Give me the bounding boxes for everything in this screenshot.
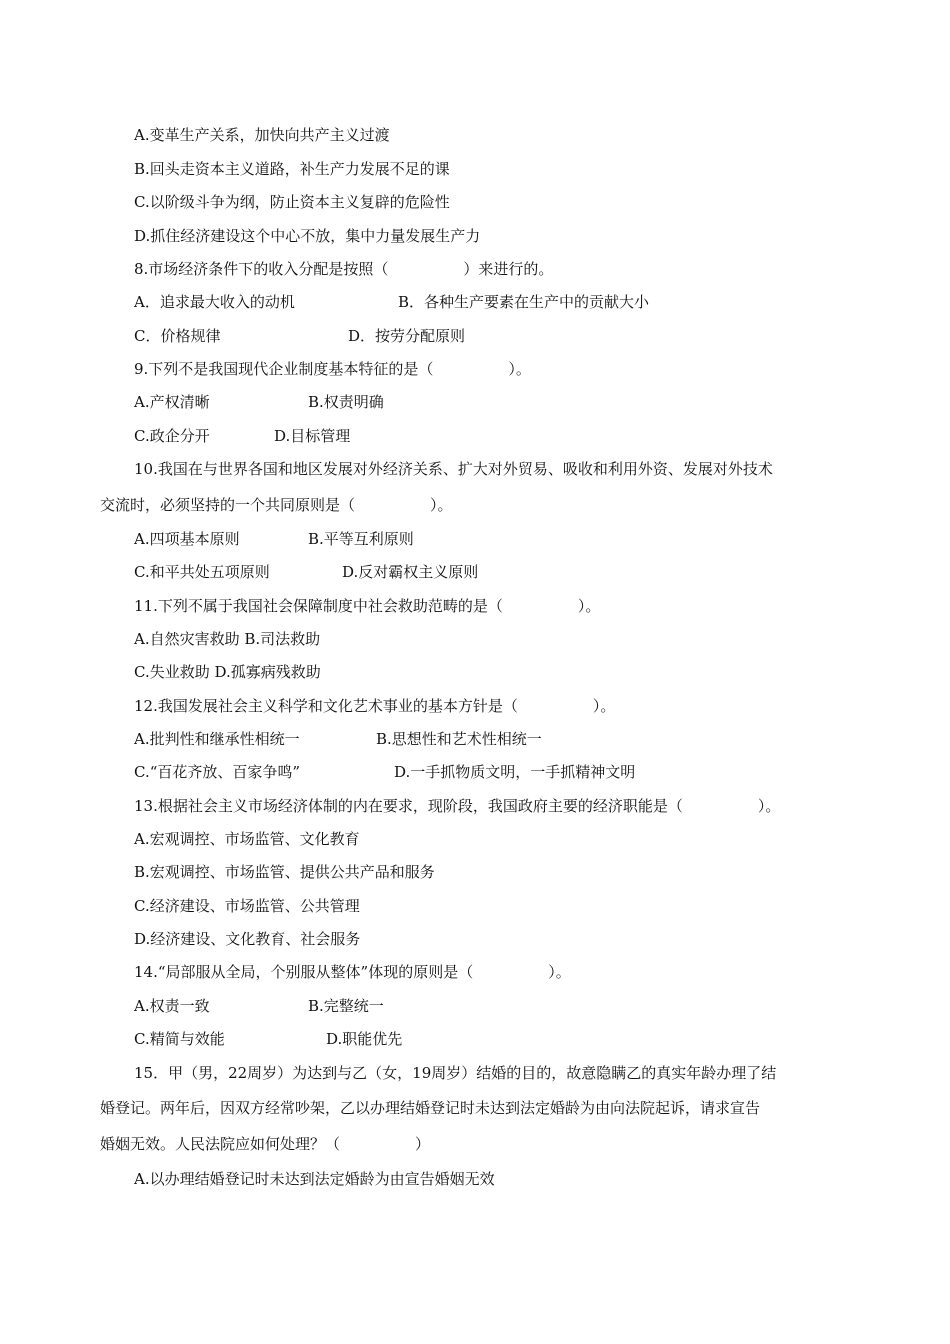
option-line: A.自然灾害救助 B.司法救助 <box>134 630 321 648</box>
option-line: D.经济建设、文化教育、社会服务 <box>134 930 361 948</box>
option-item: C.精简与效能 <box>134 1030 225 1048</box>
question-line: 11.下列不属于我国社会保障制度中社会救助范畴的是（ ）。 <box>134 597 601 615</box>
option-item: A.批判性和继承性相统一 <box>134 730 300 748</box>
option-item: B.权责明确 <box>308 393 384 411</box>
option-item: B．各种生产要素在生产中的贡献大小 <box>398 293 650 311</box>
option-item: C．价格规律 <box>134 327 221 345</box>
question-line: 婚登记。两年后，因双方经常吵架，乙以办理结婚登记时未达到法定婚龄为由向法院起诉，请求宣告 <box>100 1099 761 1117</box>
option-item: B.平等互利原则 <box>308 530 414 548</box>
option-line: A.变革生产关系，加快向共产主义过渡 <box>134 126 390 144</box>
option-line: C.经济建设、市场监管、公共管理 <box>134 897 360 915</box>
option-item: D.目标管理 <box>274 427 351 445</box>
option-item: C.“百花齐放、百家争鸣” <box>134 763 301 781</box>
option-item: C.和平共处五项原则 <box>134 563 270 581</box>
question-line: 9.下列不是我国现代企业制度基本特征的是（ ）。 <box>134 360 531 378</box>
option-item: D．按劳分配原则 <box>348 327 466 345</box>
question-line: 10.我国在与世界各国和地区发展对外经济关系、扩大对外贸易、吸收和利用外资、发展对外技术 <box>134 460 773 478</box>
question-line: 交流时，必须坚持的一个共同原则是（ ）。 <box>100 496 453 514</box>
option-line: B.回头走资本主义道路，补生产力发展不足的课 <box>134 160 450 178</box>
option-item: A.权责一致 <box>134 997 210 1015</box>
option-line: C.失业救助 D.孤寡病残救助 <box>134 663 321 681</box>
question-line: 12.我国发展社会主义科学和文化艺术事业的基本方针是（ ）。 <box>134 697 616 715</box>
option-item: B.思想性和艺术性相统一 <box>376 730 542 748</box>
option-item: D.一手抓物质文明，一手抓精神文明 <box>394 763 636 781</box>
option-item: C.政企分开 <box>134 427 210 445</box>
question-line: 婚姻无效。人民法院应如何处理？（ ） <box>100 1135 431 1153</box>
option-item: A.四项基本原则 <box>134 530 240 548</box>
question-line: 14.“局部服从全局，个别服从整体”体现的原则是（ ）。 <box>134 963 571 981</box>
option-item: D.职能优先 <box>326 1030 403 1048</box>
question-line: 8.市场经济条件下的收入分配是按照（ ）来进行的。 <box>134 260 554 278</box>
question-line: 15．甲（男，22周岁）为达到与乙（女，19周岁）结婚的目的，故意隐瞒乙的真实年龄办理了结 <box>134 1064 777 1082</box>
question-line: 13.根据社会主义市场经济体制的内在要求，现阶段，我国政府主要的经济职能是（ ）。 <box>134 797 781 815</box>
option-item: B.完整统一 <box>308 997 384 1015</box>
option-line: C.以阶级斗争为纲，防止资本主义复辟的危险性 <box>134 193 450 211</box>
option-line: D.抓住经济建设这个中心不放，集中力量发展生产力 <box>134 227 481 245</box>
option-line: A.宏观调控、市场监管、文化教育 <box>134 830 360 848</box>
option-line: B.宏观调控、市场监管、提供公共产品和服务 <box>134 863 435 881</box>
option-item: A．追求最大收入的动机 <box>134 293 295 311</box>
option-item: A.产权清晰 <box>134 393 210 411</box>
option-item: D.反对霸权主义原则 <box>342 563 479 581</box>
option-line: A.以办理结婚登记时未达到法定婚龄为由宣告婚姻无效 <box>134 1170 495 1188</box>
